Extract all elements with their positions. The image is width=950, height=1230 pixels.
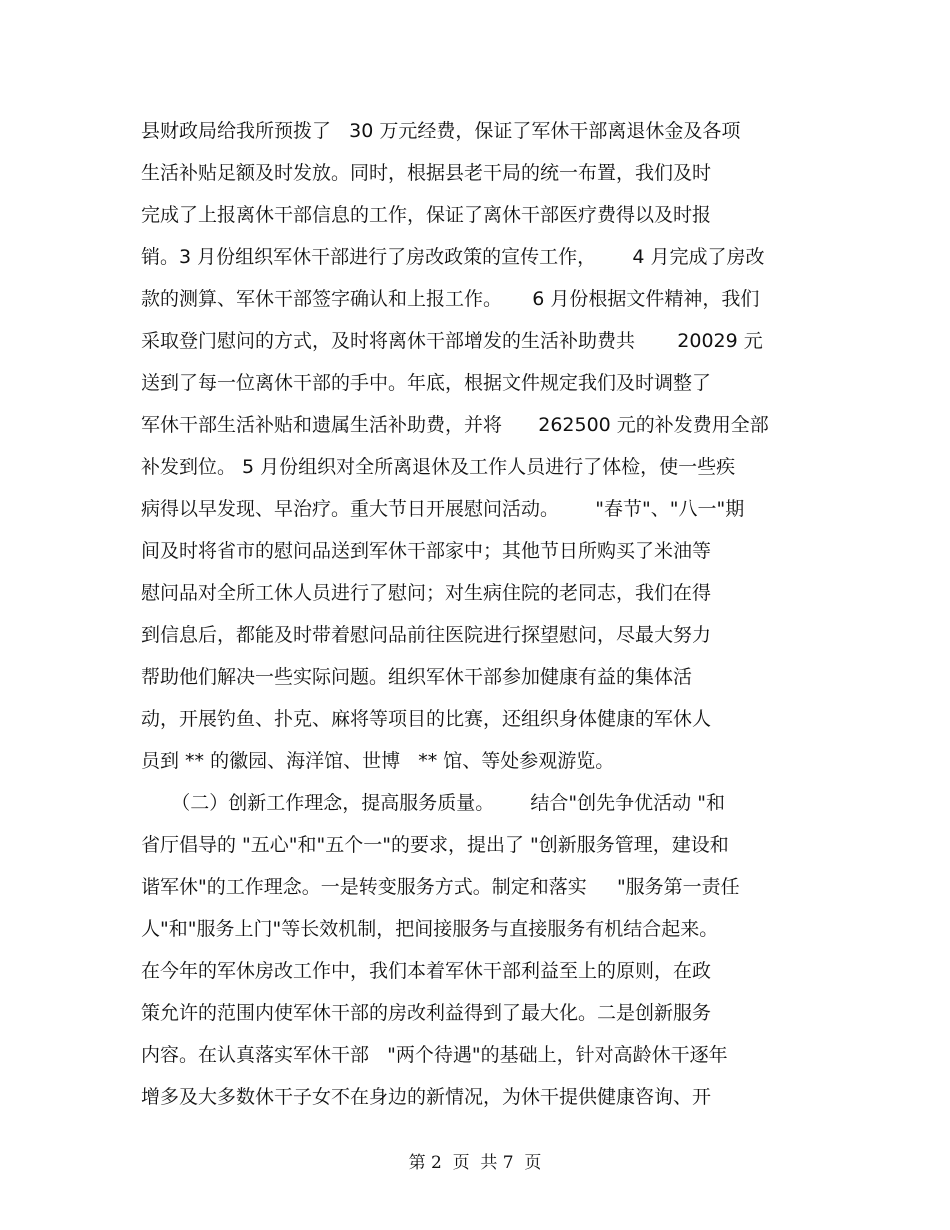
text-line: 送到了每一位离休干部的手中。年底，根据文件规定我们及时调整了 — [141, 372, 712, 394]
text-line: 帮助他们解决一些实际问题。组织军休干部参加健康有益的集体活 — [141, 666, 693, 688]
text-line: 间及时将省市的慰问品送到军休干部家中；其他节日所购买了米油等 — [141, 540, 712, 562]
text-line: 慰问品对全所工休人员进行了慰问；对生病住院的老同志，我们在得 — [141, 582, 712, 604]
text-line: 病得以早发现、早治疗。重大节日开展慰问活动。 "春节"、"八一"期 — [141, 498, 745, 520]
text-line: 在今年的军休房改工作中，我们本着军休干部利益至上的原则，在政 — [141, 960, 712, 982]
text-line: 内容。在认真落实军休干部 "两个待遇"的基础上，针对高龄休干逐年 — [141, 1044, 728, 1066]
text-line: 销。3 月份组织军休干部进行了房改政策的宣传工作， 4 月完成了房改 — [141, 246, 765, 268]
text-line: 员到 ** 的徽园、海洋馆、世博 ** 馆、等处参观游览。 — [141, 750, 615, 772]
section-heading-line: （二）创新工作理念，提高服务质量。 结合"创先争优活动 "和 — [141, 792, 725, 814]
text-line: 策允许的范围内使军休干部的房改利益得到了最大化。二是创新服务 — [141, 1002, 712, 1024]
text-line: 动，开展钓鱼、扑克、麻将等项目的比赛，还组织身体健康的军休人 — [141, 708, 712, 730]
text-line: 县财政局给我所预拨了 30 万元经费，保证了军休干部离退休金及各项 — [141, 120, 741, 142]
page-number-footer: 第 2 页 共 7 页 — [408, 1153, 542, 1173]
text-line: 采取登门慰问的方式，及时将离休干部增发的生活补助费共 20029 元 — [141, 330, 763, 352]
text-line: 款的测算、军休干部签字确认和上报工作。 6 月份根据文件精神，我们 — [141, 288, 760, 310]
text-line: 谐军休"的工作理念。一是转变服务方式。制定和落实 "服务第一责任 — [141, 876, 740, 898]
text-line: 到信息后，都能及时带着慰问品前往医院进行探望慰问，尽最大努力 — [141, 624, 712, 646]
text-line: 补发到位。 5 月份组织对全所离退休及工作人员进行了体检，使一些疾 — [141, 456, 736, 478]
text-line: 人"和"服务上门"等长效机制，把间接服务与直接服务有机结合起来。 — [141, 918, 719, 940]
text-line: 省厅倡导的 "五心"和"五个一"的要求，提出了 "创新服务管理，建设和 — [141, 834, 729, 856]
text-line: 完成了上报离休干部信息的工作，保证了离休干部医疗费得以及时报 — [141, 204, 712, 226]
text-line: 生活补贴足额及时发放。同时，根据县老干局的统一布置，我们及时 — [141, 162, 712, 184]
body-text — [141, 110, 821, 1118]
text-line: 增多及大多数休干子女不在身边的新情况，为休干提供健康咨询、开 — [141, 1086, 712, 1108]
text-line: 军休干部生活补贴和遗属生活补助费，并将 262500 元的补发费用全部 — [141, 414, 769, 436]
